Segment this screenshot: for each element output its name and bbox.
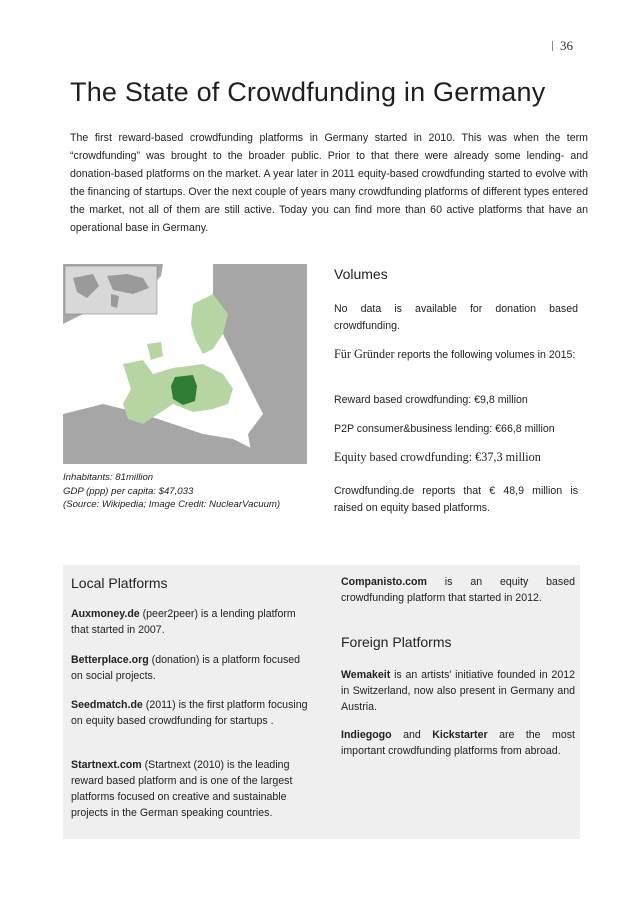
platform-name: Startnext.com — [71, 759, 142, 771]
volumes-crowdfunding-de: Crowdfunding.de reports that € 48,9 million is raised on equity based platforms. — [334, 485, 578, 514]
intro-paragraph: The first reward-based crowdfunding platforms in Germany started in 2010. This was when the term “crowdfunding” was brought to the broader public. Prior to that there were already some lending- and donation-based platforms on the market. A year later in 2011 equity-based crowdfunding started to evolve with the financing of startups. Over the next couple of years many crowdfunding platforms of different types entered the market, not all of them are still active. Today you can find more than 60 active platforms that have an operational base in Germany. — [70, 132, 589, 234]
local-item-betterplace: Betterplace.org (donation) is a platform focused on social projects. — [71, 654, 301, 682]
platform-name: Companisto.com — [341, 576, 427, 588]
caption-inhabitants: Inhabitants: 81million — [63, 472, 154, 483]
page-number-text: 36 — [560, 38, 573, 53]
volumes-fuer-gruender-rest: reports the following volumes in 2015: — [394, 349, 576, 361]
volumes-equity: Equity based crowdfunding: €37,3 million — [334, 450, 541, 464]
foreign-item-indiegogo-kickstarter: Indiegogo and Kickstarter are the most important crowdfunding platforms from abroad. — [341, 729, 576, 757]
local-item-auxmoney: Auxmoney.de (peer2peer) is a lending platform that started in 2007. — [71, 608, 296, 636]
companisto-item: Companisto.com is an equity based crowdfunding platform that started in 2012. — [341, 576, 575, 604]
local-item-seedmatch: Seedmatch.de (2011) is the first platform focusing on equity based crowdfunding for startups . — [71, 699, 308, 727]
platform-name: Seedmatch.de — [71, 699, 143, 711]
map-caption — [63, 471, 280, 512]
page-number-divider — [552, 41, 553, 51]
volumes-reward: Reward based crowdfunding: €9,8 million — [334, 394, 528, 406]
foreign-item-wemakeit: Wemakeit is an artists’ initiative founded in 2012 in Switzerland, now also present in Germany and Austria. — [341, 669, 575, 713]
platform-name: Auxmoney.de — [71, 608, 140, 620]
volumes-donation: No data is available for donation based crowdfunding. — [334, 303, 578, 332]
volumes-fuer-gruender — [334, 346, 578, 364]
platform-name: Indiegogo — [341, 729, 392, 741]
caption-source: (Source: Wikipedia; Image Credit: NuclearVacuum) — [63, 499, 281, 510]
volumes-heading: Volumes — [334, 266, 388, 282]
local-item-startnext: Startnext.com (Startnext (2010) is the leading reward based platform and is one of the largest platforms focused on creative and sustainable projects in the German speaking countries. — [71, 759, 293, 819]
platform-name: Betterplace.org — [71, 654, 149, 666]
map-graphic — [63, 264, 307, 464]
volumes-p2p: P2P consumer&business lending: €66,8 million — [334, 423, 555, 435]
volumes-fuer-gruender-source: Für Gründer — [334, 347, 395, 361]
platform-name: Wemakeit — [341, 669, 391, 681]
europe-map-germany-highlighted-icon — [63, 264, 307, 464]
platform-name: Kickstarter — [432, 729, 488, 741]
foreign-platforms-heading: Foreign Platforms — [341, 634, 452, 650]
page-number — [552, 38, 573, 54]
caption-gdp: GDP (ppp) per capita: $47,033 — [63, 485, 194, 497]
page-title: The State of Crowdfunding in Germany — [70, 77, 546, 107]
local-platforms-heading: Local Platforms — [71, 575, 168, 591]
